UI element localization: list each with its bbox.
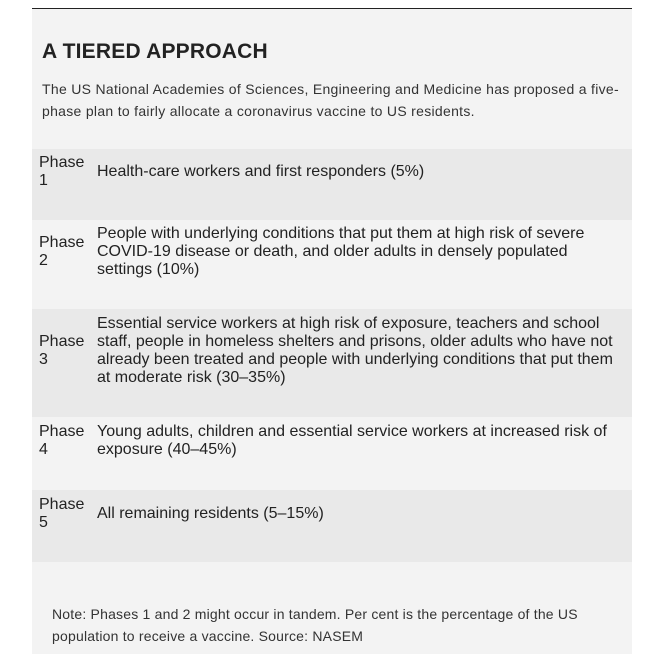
phase-label: Phase 5 xyxy=(39,496,85,531)
phase-label: Phase 1 xyxy=(39,154,85,189)
phase-row xyxy=(32,309,632,417)
phase-description: Young adults, children and essential service workers at increased risk of exposure (40–45%) xyxy=(97,423,607,458)
phase-description: All remaining residents (5–15%) xyxy=(97,505,324,522)
phase-row xyxy=(32,417,632,490)
phase-description: People with underlying conditions that put them at high risk of severe COVID-19 disease or death, and older adults in densely populated settings (10%) xyxy=(97,225,585,278)
phase-row xyxy=(32,149,632,220)
phase-label: Phase 2 xyxy=(39,234,85,269)
phase-description: Health-care workers and first responders (5%) xyxy=(97,163,425,180)
phase-label: Phase 4 xyxy=(39,423,85,458)
page-title: A TIERED APPROACH xyxy=(42,40,268,63)
intro-text: The US National Academies of Sciences, Engineering and Medicine has proposed a five-phase plan to fairly allocate a coronavirus vaccine to US residents. xyxy=(42,81,619,119)
source-note: Note: Phases 1 and 2 might occur in tandem. Per cent is the percentage of the US population to receive a vaccine. Source: NASEM xyxy=(52,606,578,644)
phase-row xyxy=(32,490,632,562)
phase-label: Phase 3 xyxy=(39,333,85,368)
phase-row xyxy=(32,220,632,309)
phase-description: Essential service workers at high risk of exposure, teachers and school staff, people in homeless shelters and prisons, older adults who have not already been treated and people with underlying conditions that put them at moderate risk (30–35%) xyxy=(97,315,613,386)
